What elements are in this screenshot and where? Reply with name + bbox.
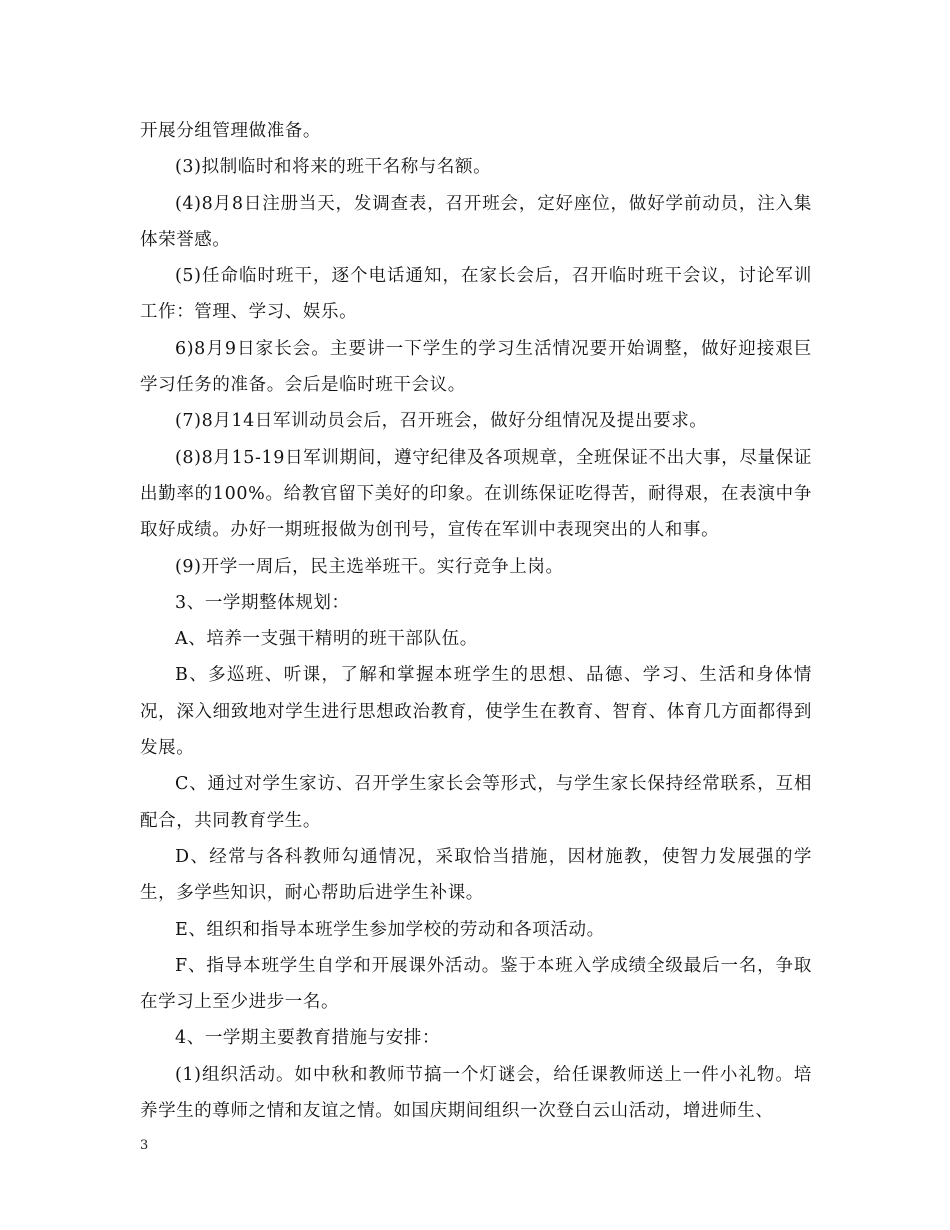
paragraph: A、培养一支强干精明的班干部队伍。 [175,629,478,650]
paragraph: (5)任命临时班干，逐个电话通知，在家长会后，召开临时班干会议，讨论军训工作：管理、学习、娱乐。 [140,266,812,323]
paragraph: (3)拟制临时和将来的班干名称与名额。 [175,157,492,178]
page-number: 3 [140,1138,149,1153]
paragraph: (9)开学一周后，民主选举班干。实行竞争上岗。 [175,556,564,577]
paragraph: (8)8月15-19日军训期间，遵守纪律及各项规章，全班保证不出大事，尽量保证出勤率的100%。给教官留下美好的印象。在训练保证吃得苦，耐得艰，在表演中争取好成绩。办好一期班报做为创刊号，宣传在军训中表现突出的人和事。 [140,447,812,541]
section-heading: 3、一学期整体规划： [175,592,350,613]
paragraph: (4)8月8日注册当天，发调查表，召开班会，定好座位，做好学前动员，注入集体荣誉感。 [140,193,812,250]
paragraph: D、经常与各科教师勾通情况，采取恰当措施，因材施教，使智力发展强的学生，多学些知识，耐心帮助后进学生补课。 [140,846,812,904]
paragraph: (1)组织活动。如中秋和教师节搞一个灯谜会，给任课教师送上一件小礼物。培养学生的尊师之情和友谊之情。如国庆期间组织一次登白云山活动，增进师生、 [140,1064,812,1122]
paragraph: C、通过对学生家访、召开学生家长会等形式，与学生家长保持经常联系，互相配合，共同教育学生。 [140,774,812,831]
paragraph: (7)8月14日军训动员会后，召开班会，做好分组情况及提出要求。 [175,411,708,432]
paragraph: 6)8月9日家长会。主要讲一下学生的学习生活情况要开始调整，做好迎接艰巨学习任务的准备。会后是临时班干会议。 [140,338,812,396]
paragraph: F、指导本班学生自学和开展课外活动。鉴于本班入学成绩全级最后一名，争取在学习上至少进步一名。 [140,955,812,1013]
paragraph: B、多巡班、听课，了解和掌握本班学生的思想、品德、学习、生活和身体情况，深入细致地对学生进行思想政治教育，使学生在教育、智育、体育几方面都得到发展。 [140,665,812,759]
paragraph: E、组织和指导本班学生参加学校的劳动和各项活动。 [175,919,605,940]
section-heading: 4、一学期主要教育措施与安排： [175,1028,441,1049]
document-body [140,113,812,1129]
paragraph: 开展分组管理做准备。 [140,121,321,141]
